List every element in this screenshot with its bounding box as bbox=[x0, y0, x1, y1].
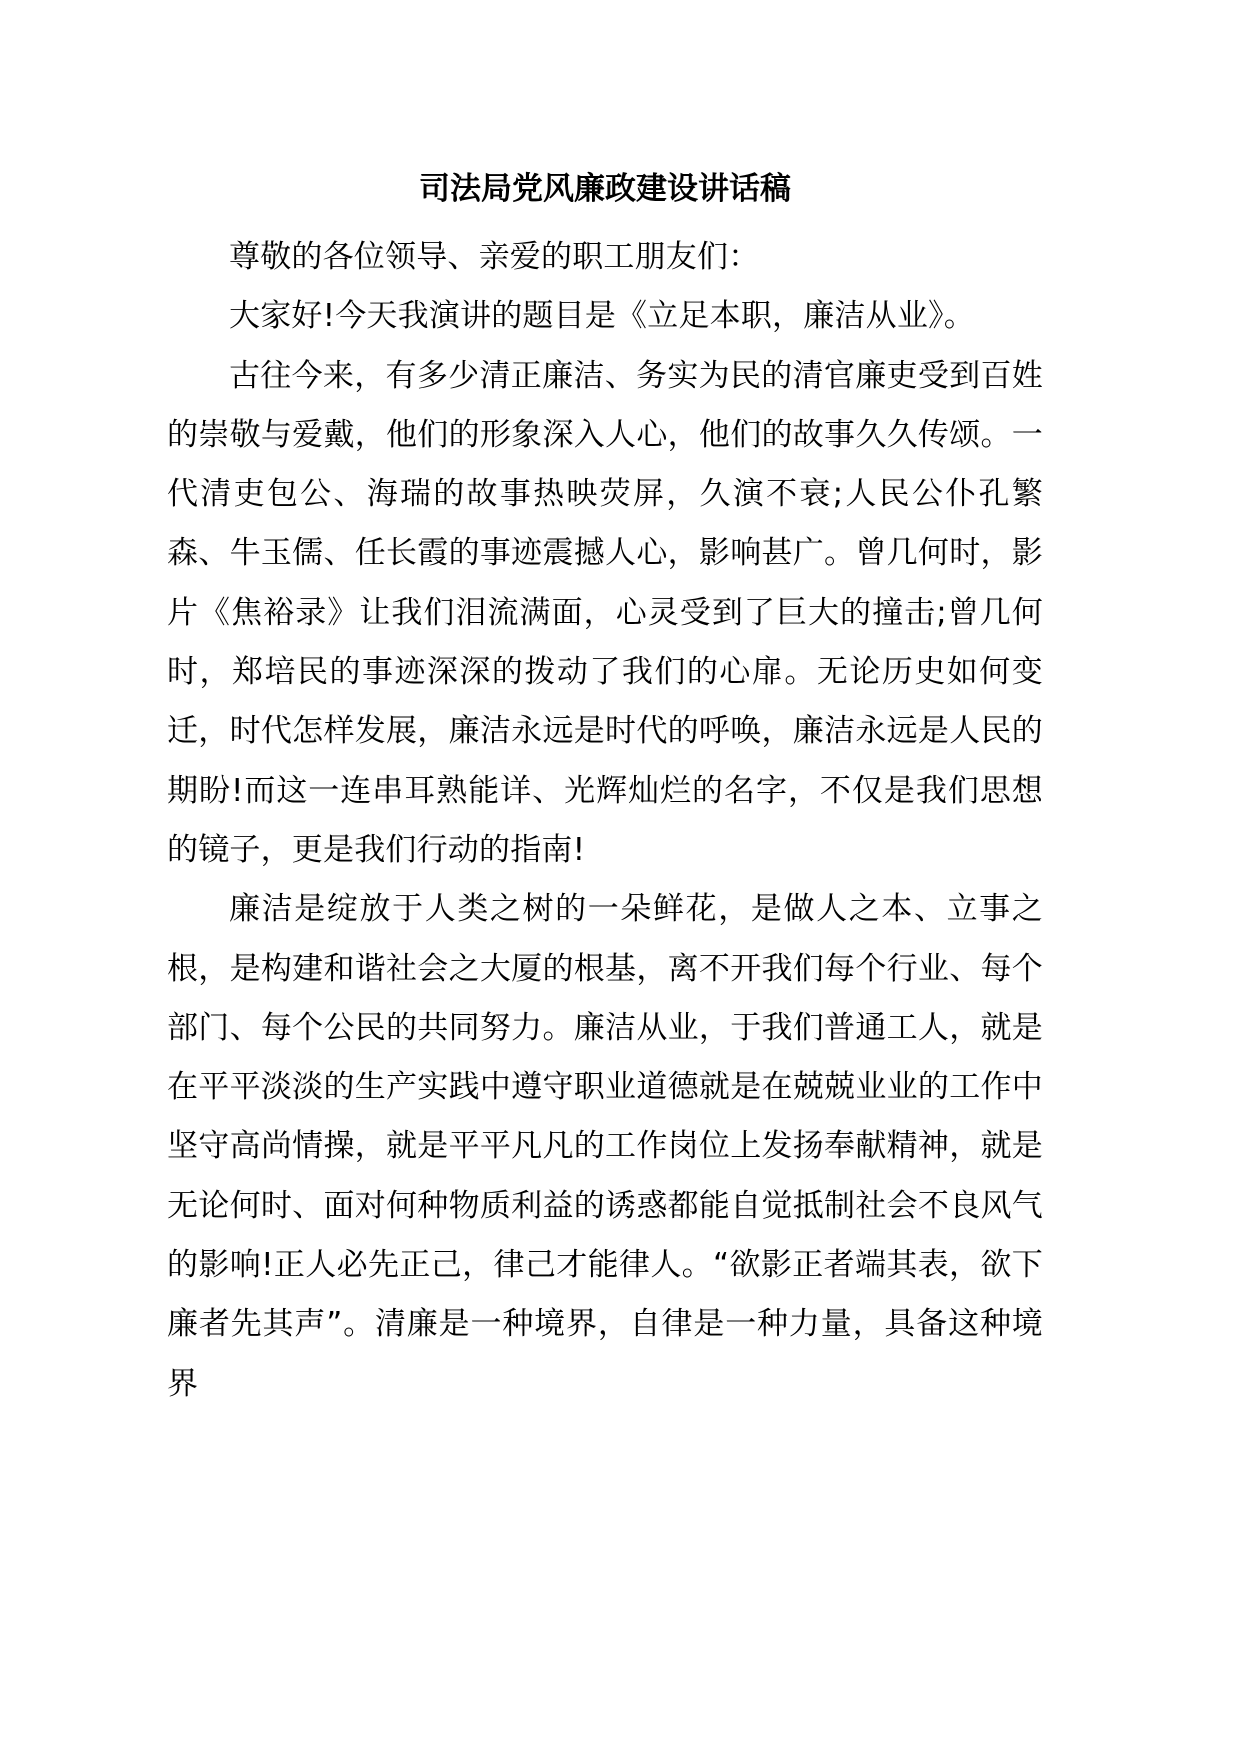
body-paragraph-2: 廉洁是绽放于人类之树的一朵鲜花，是做人之本、立事之根，是构建和谐社会之大厦的根基，离不开我们每个行业、每个部门、每个公民的共同努力。廉洁从业，于我们普通工人，就是在平平淡淡的生产实践中遵守职业道德就是在兢兢业业的工作中坚守高尚情操，就是平平凡凡的工作岗位上发扬奉献精神，就是无论何时、面对何种物质利益的诱惑都能自觉抵制社会不良风气的影响!正人必先正己，律己才能律人。“欲影正者端其表，欲下廉者先其声”。清廉是一种境界，自律是一种力量，具备这种境界 bbox=[167, 891, 1043, 1402]
salutation-paragraph: 尊敬的各位领导、亲爱的职工朋友们： bbox=[229, 239, 760, 275]
document-title: 司法局党风廉政建设讲话稿 bbox=[419, 171, 791, 207]
body-paragraph-1: 古往今来，有多少清正廉洁、务实为民的清官廉吏受到百姓的崇敬与爱戴，他们的形象深入人心，他们的故事久久传颂。一代清吏包公、海瑞的故事热映荧屏，久演不衰;人民公仆孔繁森、牛玉儒、任长霞的事迹震撼人心，影响甚广。曾几何时，影片《焦裕录》让我们泪流满面，心灵受到了巨大的撞击;曾几何时，郑培民的事迹深深的拨动了我们的心扉。无论历史如何变迁，时代怎样发展，廉洁永远是时代的呼唤，廉洁永远是人民的期盼!而这一连串耳熟能详、光辉灿烂的名字，不仅是我们思想的镜子，更是我们行动的指南! bbox=[167, 357, 1043, 868]
document-page bbox=[167, 168, 1043, 1414]
greeting-paragraph: 大家好!今天我演讲的题目是《立足本职，廉洁从业》。 bbox=[229, 298, 975, 335]
